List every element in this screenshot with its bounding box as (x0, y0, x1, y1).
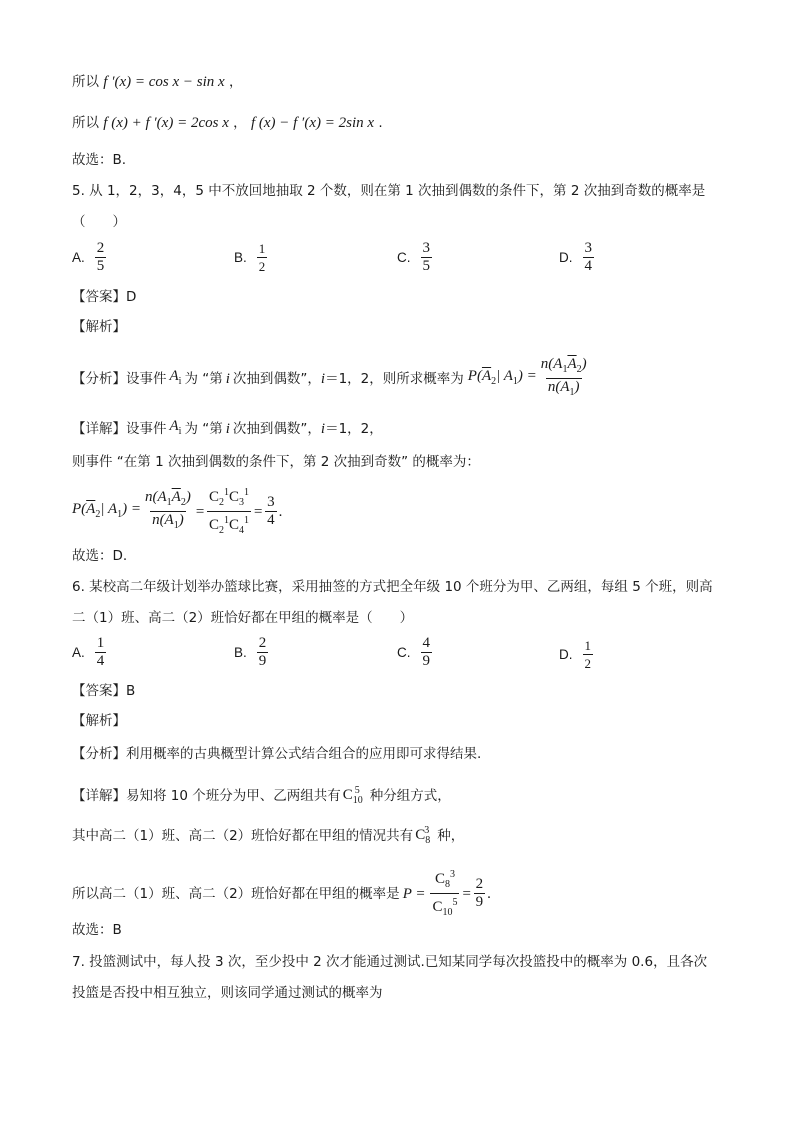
result-fraction (474, 876, 486, 911)
q5-choose: 故选：D. (72, 548, 128, 564)
xiangjie-text: 为 “第 (184, 421, 223, 437)
q5-option-d (559, 240, 596, 275)
option-label: C. (397, 645, 411, 660)
text-prefix: 所以 (72, 115, 99, 131)
body-text: 所以高二（1）班、高二（2）班恰好都在甲组的概率是 (72, 885, 400, 902)
fraction-denominator: $C_{10}^5$ (430, 893, 459, 921)
fraction-numerator: 4 (422, 635, 430, 651)
conditional-fraction (539, 356, 589, 401)
fraction-denominator: $C_2^1C_4^1$ (207, 511, 251, 539)
fraction-denominator: $n(A_1)$ (150, 511, 186, 534)
q5-option-b (234, 240, 269, 275)
option-fraction (421, 635, 433, 670)
q5-answer: 【答案】D (72, 289, 137, 305)
text-tail: ， (229, 74, 243, 90)
fraction-denominator: 4 (584, 258, 592, 274)
fraction-numerator: 3 (422, 240, 430, 256)
q5-jiexi: 【解析】 (72, 319, 126, 335)
xiangjie-text: 种分组方式， (369, 788, 451, 804)
q6-option-a (72, 635, 108, 670)
derivative-formula: f ′(x) = cos x − sin x (103, 74, 225, 90)
fraction-numerator: 2 (258, 635, 267, 651)
body-text: 种， (437, 828, 465, 844)
fraction-numerator: $n(A_1\overline{A}_2)$ (540, 356, 587, 375)
fraction-numerator: 3 (267, 494, 275, 510)
result-fraction (265, 494, 277, 529)
text-tail: . (378, 115, 383, 131)
q6-option-b (234, 635, 270, 670)
option-label: C. (397, 250, 411, 265)
conditional-probability: $P(\overline{A}_2|$ $A_1$) = (467, 367, 537, 387)
option-label: A. (72, 250, 85, 265)
fraction-denominator: 5 (96, 258, 105, 274)
fraction-denominator: 9 (258, 653, 267, 669)
q6-option-c (397, 635, 434, 670)
fraction-numerator: $C_2^1C_3^1$ (208, 487, 249, 508)
index-symbol: i (225, 421, 230, 437)
option-label: D. (559, 647, 573, 662)
q7-stem-line2: 投篮是否投中相互独立，则该同学通过测试的概率为 (72, 985, 383, 1001)
conditional-fraction (143, 489, 193, 534)
fraction-numerator: 1 (258, 241, 266, 256)
xiangjie-text: 易知将 10 个班分为甲、乙两组共有 (126, 788, 341, 804)
period: . (487, 885, 491, 902)
xiangjie-text: 次抽到偶数”， (232, 421, 321, 437)
fenxi-text: 利用概率的古典概型计算公式结合组合的应用即可求得结果. (126, 746, 482, 762)
fraction-denominator: 4 (267, 512, 275, 528)
option-label: A. (72, 645, 85, 660)
fraction-numerator: 1 (96, 635, 105, 651)
choice-line-q4: 故选：B. (72, 152, 127, 168)
q6-xiangjie (72, 782, 451, 810)
fenxi-tag: 【分析】 (72, 746, 126, 762)
index-symbol: i (320, 421, 326, 437)
equals-sign: = (461, 885, 472, 902)
period: . (278, 503, 283, 520)
q5-fenxi (72, 356, 591, 401)
q5-xiangjie (72, 417, 383, 441)
q6-line3 (72, 866, 491, 921)
combination-fraction (430, 866, 459, 921)
fraction-numerator: 1 (584, 638, 591, 653)
option-fraction (421, 240, 433, 275)
q6-choose: 故选：B (72, 922, 122, 938)
separator: ， (233, 115, 247, 131)
event-symbol: $A_i$ (169, 418, 182, 437)
q6-stem-line1: 6. 某校高二年级计划举办篮球比赛，采用抽签的方式把全年级 10 个班分为甲、乙两组，每组 5 个班，则高 (72, 579, 713, 595)
fraction-numerator: 2 (96, 240, 105, 256)
q5-option-a (72, 240, 108, 275)
fenxi-tag: 【分析】 (72, 370, 126, 387)
combination-c8-3: $C_8^3$ (415, 825, 431, 846)
q5-computation (72, 484, 282, 539)
q6-line2 (72, 822, 464, 850)
fraction-denominator: 5 (422, 258, 430, 274)
option-fraction (257, 635, 269, 670)
xiangjie-tag: 【详解】 (72, 421, 126, 437)
q5-option-c (397, 240, 434, 275)
fraction-denominator: 2 (258, 259, 266, 274)
fraction-denominator: 9 (422, 653, 430, 669)
xiangjie-text: 设事件 (126, 421, 167, 437)
fraction-numerator: $C_8^3$ (434, 869, 455, 890)
fraction-numerator: 2 (475, 876, 484, 892)
text-prefix: 所以 (72, 74, 99, 90)
fraction-numerator: $n(A_1\overline{A}_2)$ (144, 489, 191, 508)
option-fraction (583, 240, 595, 275)
q6-answer: 【答案】B (72, 683, 136, 699)
index-symbol: i (320, 370, 326, 387)
fenxi-text: 次抽到偶数”， (232, 370, 321, 387)
body-text: 其中高二（1）班、高二（2）班恰好都在甲组的情况共有 (72, 828, 414, 844)
q5-stem: 5. 从 1，2，3，4，5 中不放回地抽取 2 个数，则在第 1 次抽到偶数的条件下，第 2 次抽到奇数的概率是 (72, 183, 706, 199)
q6-fenxi (72, 745, 481, 763)
equals-sign: = (194, 503, 205, 520)
option-fraction (95, 635, 107, 670)
q6-jiexi: 【解析】 (72, 713, 126, 729)
q6-option-d (559, 637, 595, 672)
fenxi-text: ＝1，2，则所求概率为 (325, 370, 464, 387)
q7-stem-line1: 7. 投篮测试中，每人投 3 次，至少投中 2 次才能通过测试.已知某同学每次投篮投中的概率为 0.6，且各次 (72, 954, 708, 970)
xiangjie-text: ＝1，2， (325, 421, 383, 437)
difference-formula: f (x) − f ′(x) = 2sin x (250, 115, 375, 131)
fenxi-text: 设事件 (126, 370, 167, 387)
fraction-denominator: $n(A_1)$ (546, 378, 582, 401)
fenxi-text: 为 “第 (184, 370, 223, 387)
option-label: D. (559, 250, 573, 265)
conditional-probability: $P(\overline{A}_2|$ $A_1$) = (72, 500, 141, 520)
q6-stem-line2: 二（1）班、高二（2）班恰好都在甲组的概率是（ ） (72, 610, 414, 626)
index-symbol: i (225, 370, 230, 387)
option-fraction (257, 240, 268, 275)
option-fraction (583, 637, 594, 672)
event-symbol: $A_i$ (169, 367, 182, 387)
probability-p: P = (402, 885, 426, 902)
option-label: B. (234, 250, 247, 265)
combination-fraction (207, 484, 251, 539)
q5-event-line: 则事件 “在第 1 次抽到偶数的条件下，第 2 次抽到奇数” 的概率为： (72, 454, 480, 470)
combination-c10-5: $C_{10}^5$ (342, 785, 363, 806)
fraction-denominator: 2 (584, 656, 591, 671)
xiangjie-tag: 【详解】 (72, 788, 126, 804)
sum-difference-line (72, 114, 383, 132)
fraction-denominator: 9 (475, 894, 484, 910)
q5-paren: （ ） (72, 214, 126, 230)
fraction-denominator: 4 (96, 653, 105, 669)
option-label: B. (234, 645, 247, 660)
fraction-numerator: 3 (584, 240, 592, 256)
sum-formula: f (x) + f ′(x) = 2cos x (103, 115, 229, 131)
equals-sign: = (252, 503, 264, 520)
derivative-line (72, 73, 243, 91)
option-fraction (95, 240, 107, 275)
